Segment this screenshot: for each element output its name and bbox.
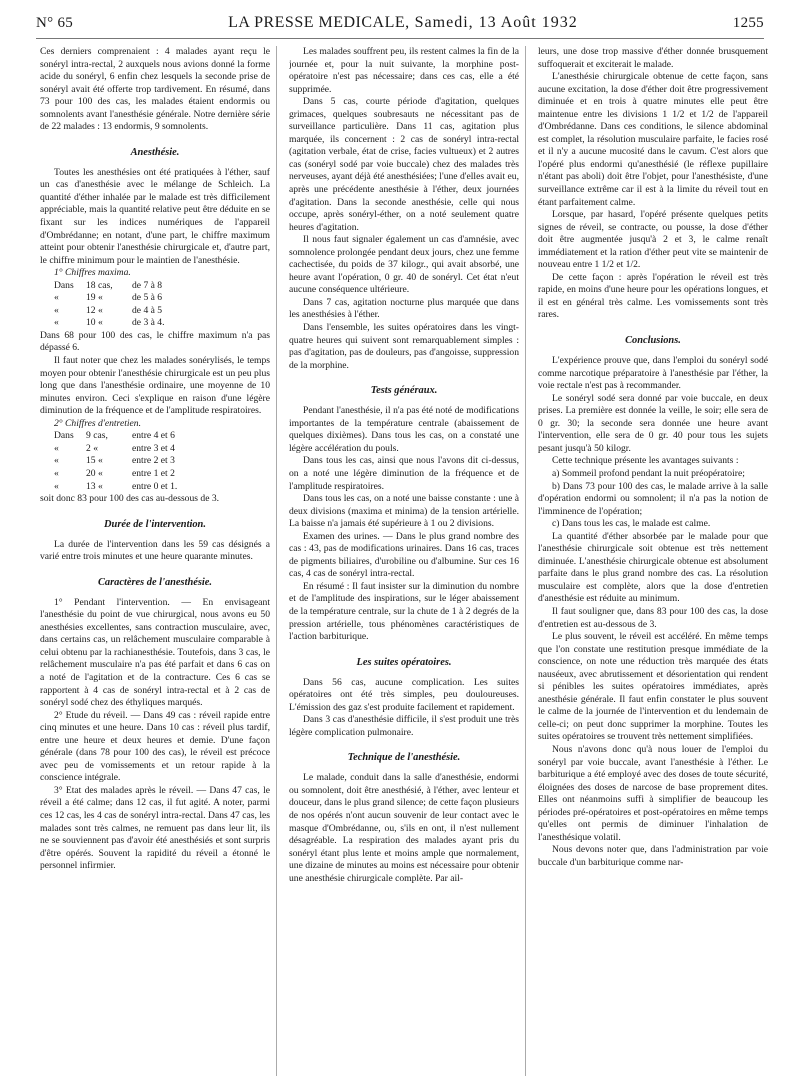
page-folio: 1255 — [732, 15, 764, 31]
list-item: Dans 9 cas, entre 4 et 6 — [54, 430, 175, 442]
paragraph: Ces derniers comprenaient : 4 malades ayant reçu le sonéryl intra-rectal, 2 auxquels nous avions donné la forme acide du sonéryl, 6 enfin chez lesquels la seconde prise de sonéryl avait été offerte trop tardivement. En résumé, dans 73 pour 100 des cas, les malades étaient endormis ou somnolents avant l'anesthésie générale. Notre dernière série de 22 malades : 13 endormis, 9 somnolents. — [40, 46, 270, 133]
section-heading-caracteres: Caractères de l'anesthésie. — [98, 576, 212, 588]
paragraph: Pendant l'anesthésie, il n'a pas été noté de modifications importantes de la température centrale (abaissement de quelques dixièmes). Dans tous les cas, on a constaté une légère accélération du pouls. — [289, 405, 519, 454]
section-heading-tests: Tests généraux. — [370, 385, 438, 397]
paragraph: c) Dans tous les cas, le malade est calme. — [552, 518, 711, 530]
paragraph: Il faut noter que chez les malades sonérylisés, le temps moyen pour obtenir l'anesthésie chirurgicale est un peu plus long que dans l'anesthésie ordinaire, une moyenne de 10 minutes environ. Ceci s'explique en raison d'une légère diminution de la fréquence et de l'amplitude respiratoires. — [40, 355, 270, 417]
paragraph: Dans tous les cas, ainsi que nous l'avons dit ci-dessus, on a noté une légère diminution de la fréquence et de l'amplitude respiratoires. — [289, 455, 519, 492]
paragraph: La quantité d'éther absorbée par le malade pour que l'anesthésie chirurgicale soit obtenue est très nettement diminuée. L'anesthésie chirurgicale obtenue est absolument parfaite dans le plus grand nombre des cas. La résolution musculaire est complète, alors que la dose d'entretien d'anesthésie est réduite au minimum. — [538, 530, 768, 605]
paragraph: Le sonéryl sodé sera donné par voie buccale, en deux prises. La première est donnée la veille, le soir; elle sera de 0 gr. 30; la seconde sera donnée une heure avant l'intervention, elle sera de 0 gr. 40 pour tous les sujets pesant jusqu'à 50 kilogr. — [538, 392, 768, 454]
column-1 — [40, 46, 277, 1076]
paragraph: L'anesthésie chirurgicale obtenue de cette façon, sans aucune excitation, la dose d'éther doit être progressivement diminuée et en trois à quatre minutes elle peut être maintenue entre les divisions 1 1/2 et 1/2 de l'appareil d'Ombrédanne. Dans ces conditions, le silence abdominal est complet, la résolution musculaire parfaite, le facies rosé et il n'y a aucune mucosité dans le cavum. C'est alors que l'opéré plus endormi qu'anesthésié (le réflexe pupillaire n'étant pas aboli) doit être l'objet, pour l'anesthésiste, d'une surveillance extrême car il est à la limite du réveil tout en étant parfaitement calme. — [538, 71, 768, 208]
list-item: « 12 « de 4 à 5 — [54, 304, 163, 316]
column-3 — [538, 46, 768, 1076]
header-rule — [36, 38, 764, 39]
paragraph: Cette technique présente les avantages suivants : — [552, 455, 739, 467]
paragraph: Le plus souvent, le réveil est accéléré. En même temps que l'on constate une restitution presque immédiate de la conscience, on note une réduction très marquée des états nauséeux, avec abrutissement et désorientation qui rendent si pénibles les suites opératoires immédiates, après anesthésie générale. Il faut enfin constater le plus souvent le calme de la journée de l'intervention et du lendemain de celle-ci; on peut donc supprimer la morphine. Toutes les suites opératoires se trouvent très nettement simplifiées. — [538, 631, 768, 743]
paragraph: 3° Etat des malades après le réveil. — Dans 47 cas, le réveil a été calme; dans 12 cas, il fut agité. A noter, parmi ces 12 cas, les 4 cas de sonéryl intra-rectal. Dans 47 cas, les malades sont très calmes, ne remuent pas dans leur lit, ils ne se souviennent pas d'avoir été anesthésiés et sont surpris d'être opérés. Souvent la rapidité du réveil a étonné le personnel infirmier. — [40, 784, 270, 872]
paragraph: Dans 5 cas, courte période d'agitation, quelques grimaces, quelques soubresauts ne nécessitant pas de surveillance particulière. Dans 11 cas, agitation plus marquée, ils concernent : 2 cas de sonéryl intra-rectal (agitation verbale, état de crise, facies vultueux) et 2 autres cas (sonéryl sodé par voie buccale) chez des malades très nerveuses, ayant déjà été anesthésiées; l'une d'elles avait eu, après une précédente anesthésie à l'éther, deux journées d'agitation. Dans la seconde anesthésie, celle qui nous occupe, après sonéryl-éther, on a noté seulement quatre heures d'agitation. — [289, 96, 519, 233]
paragraph: De cette façon : après l'opération le réveil est très rapide, en moins d'une heure pour les opérations longues, et il est en général très calme. Les vomissements sont très rares. — [538, 271, 768, 321]
paragraph: Dans 7 cas, agitation nocturne plus marquée que dans les anesthésies à l'éther. — [289, 296, 519, 321]
paragraph: Toutes les anesthésies ont été pratiquées à l'éther, sauf un cas d'anesthésie avec le mélange de Schleich. La quantité d'éther inhalée par le malade est très difficilement appréciable, mais la quantité relative peut être déduite en se fixant sur les indices numériques de l'appareil d'Ombrédanne; en notant, d'une part, le chiffre maximum atteint pour obtenir l'anesthésie chirurgicale et, d'autre part, le chiffre minimum pour le maintien de l'anesthésie. — [40, 166, 270, 266]
list-item: « 20 « entre 1 et 2 — [54, 467, 175, 479]
maxima-list — [40, 280, 270, 330]
list-item: « 19 « de 5 à 6 — [54, 292, 163, 304]
running-header — [36, 14, 764, 36]
section-heading-conclusions: Conclusions. — [625, 335, 681, 347]
paragraph: Dans 68 pour 100 des cas, le chiffre maximum n'a pas dépassé 6. — [40, 329, 270, 354]
paragraph: L'expérience prouve que, dans l'emploi du sonéryl sodé comme narcotique préparatoire à l'anesthésie par l'éther, la voie rectale n'est pas à recommander. — [538, 355, 768, 392]
list-item: « 15 « entre 2 et 3 — [54, 455, 175, 467]
journal-title-line — [228, 14, 578, 32]
paragraph: leurs, une dose trop massive d'éther donnée brusquement suffoquerait et exciterait le malade. — [538, 46, 768, 70]
paragraph: Lorsque, par hasard, l'opéré présente quelques petits signes de réveil, se contracte, ou pousse, la dose d'éther doit être augmentée jusqu'à 2 et 3, le calme renaît immédiatement et la ration d'éther peut vite se maintenir de nouveau entre 1 1/2 et 1/2. — [538, 209, 768, 271]
section-heading-suites: Les suites opératoires. — [356, 656, 452, 668]
paragraph: Dans 56 cas, aucune complication. Les suites opératoires ont été très simples, peu douloureuses. L'émission des gaz s'est produite facilement et rapidement. — [289, 676, 519, 713]
paragraph: Il nous faut signaler également un cas d'amnésie, avec somnolence prolongée pendant deux jours, chez une femme cachectisée, du poids de 37 kilogr., qui avait absorbé, une heure avant l'opération, 0 gr. 40 de sonéryl. Cet état n'eut aucune conséquence ultérieure. — [289, 234, 519, 296]
issue-number: N° 65 — [36, 15, 74, 31]
entretien-list — [40, 430, 270, 493]
section-heading-duree: Durée de l'intervention. — [104, 518, 206, 530]
issue-date: Samedi, 13 Août 1932 — [414, 14, 578, 31]
paragraph: Nous n'avons donc qu'à nous louer de l'emploi du sonéryl par voie buccale, avant l'anesthésie à l'éther. Le barbiturique a été employé avec des doses de toute sécurité, éloignées des doses de narcose de base proprement dites. Elles ont néanmoins suffi à simplifier de beaucoup les périodes pré-opératoires et post-opératoires en même temps qu'elles ont permis de diminuer l'inhalation de l'anesthésique volatil. — [538, 743, 768, 843]
subheading-chiffres-entretien: 2° Chiffres d'entretien. — [54, 417, 141, 429]
paragraph: Examen des urines. — Dans le plus grand nombre des cas : 43, pas de modifications urinaires. Dans 16 cas, traces de pigments biliaires, d'urobiline ou d'albumine. Sur ces 16 cas, 4 cas de sonéryl intra-rectal. — [289, 530, 519, 580]
paragraph: Dans l'ensemble, les suites opératoires dans les vingt-quatre heures qui suivent sont remarquablement simples : pas d'agitation, pas de douleurs, pas d'angoisse, suppression de la morphine. — [289, 322, 519, 371]
article-body — [40, 46, 768, 1076]
paragraph: Il faut souligner que, dans 83 pour 100 des cas, la dose d'entretien est au-dessous de 3. — [538, 605, 768, 630]
paragraph: Dans tous les cas, on a noté une baisse constante : une à deux divisions (maxima et minima) de la tension artérielle. La baisse n'a jamais été supérieure à 1 ou 2 divisions. — [289, 493, 519, 530]
paragraph: Nous devons noter que, dans l'administration par voie buccale d'un barbiturique comme nar- — [538, 844, 768, 868]
section-heading-technique: Technique de l'anesthésie. — [347, 752, 461, 764]
paragraph: Le malade, conduit dans la salle d'anesthésie, endormi ou somnolent, doit être anesthésié, à l'éther, avec lenteur et douceur, dans le plus grand silence; de cette façon plusieurs de nos opérés n'ont aucun souvenir de leur contact avec le masque d'Ombrédanne, ou, s'ils en ont, il n'est nullement désagréable. La respiration des malades ayant pris du sonéryl étant plus lente et moins ample que normalement, une dizaine de minutes au moins est nécessaire pour obtenir une anesthésie chirurgicale complète. Par ail- — [289, 772, 519, 884]
paragraph: a) Sommeil profond pendant la nuit préopératoire; — [552, 467, 745, 479]
paragraph: En résumé : Il faut insister sur la diminution du nombre et de l'amplitude des inspirations, sur le léger abaissement de la température centrale, sur la chute de 1 à 2 degrés de la pression artérielle, tous phénomènes caractéristiques de l'action barbiturique. — [289, 580, 519, 643]
list-item: « 13 « entre 0 et 1. — [54, 480, 178, 492]
list-item: Dans 18 cas, de 7 à 8 — [54, 279, 163, 291]
list-item: « 2 « entre 3 et 4 — [54, 442, 175, 454]
paragraph: soit donc 83 pour 100 des cas au-dessous de 3. — [40, 493, 220, 505]
column-2 — [289, 46, 526, 1076]
paragraph: 2° Etude du réveil. — Dans 49 cas : réveil rapide entre cinq minutes et une heure. Dans 10 cas : réveil plus tardif, entre une heure et deux heures et demie. D'une façon générale (dans 78 pour 100 des cas), le réveil est précoce avec peu de vomissements et un retour rapide à la conscience intégrale. — [40, 709, 270, 784]
subheading-chiffres-maxima: 1° Chiffres maxima. — [54, 267, 131, 279]
paragraph: 1° Pendant l'intervention. — En envisageant l'anesthésie du point de vue chirurgical, nous avons eu 50 anesthésies excellentes, sans contraction musculaire, avec, dans certains cas, un relâchement musculaire comparable à celui obtenu par la rachianesthésie. Toutefois, dans 3 cas, le relâchement musculaire n'a pas été parfait et dans 6 cas on a noté de l'agitation et de la contracture. Ces 6 cas se rapportent à 4 cas de sonéryl intra-rectal et à 2 cas de sonéryl sodé chez des éthyliques marqués. — [40, 596, 270, 709]
paragraph: Les malades souffrent peu, ils restent calmes la fin de la journée et, pour la nuit suivante, la morphine post-opératoire n'est pas nécessaire; dans ces cas, elle a été supprimée. — [289, 46, 519, 95]
journal-name: LA PRESSE MEDICALE, — [228, 14, 410, 31]
paragraph: b) Dans 73 pour 100 des cas, le malade arrive à la salle d'opération endormi ou somnolent; il n'a pas la notion de l'imminence de l'opération; — [538, 480, 768, 517]
list-item: « 10 « de 3 à 4. — [54, 317, 165, 329]
paragraph: Dans 3 cas d'anesthésie difficile, il s'est produit une très légère complication pulmonaire. — [289, 714, 519, 738]
paragraph: La durée de l'intervention dans les 59 cas désignés a varié entre trois minutes et une heure quarante minutes. — [40, 538, 270, 563]
section-heading-anesthesie: Anesthésie. — [130, 146, 180, 158]
